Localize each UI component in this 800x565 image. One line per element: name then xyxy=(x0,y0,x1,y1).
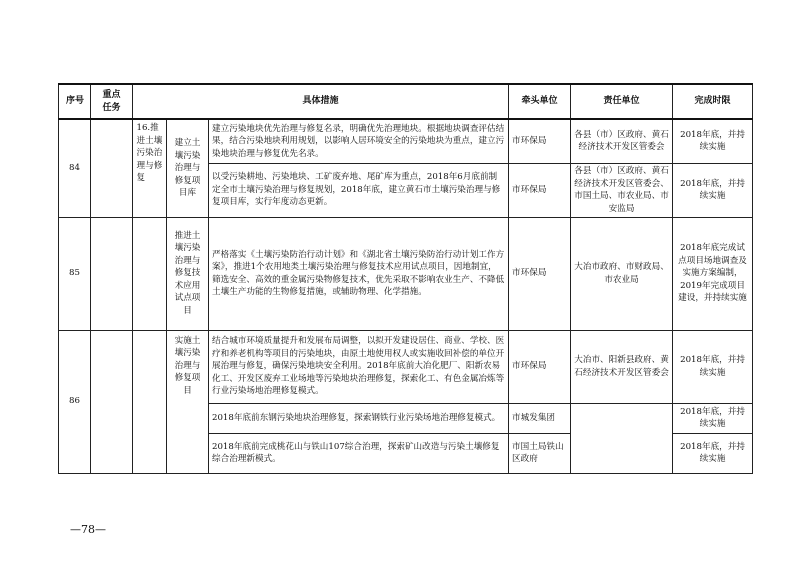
table-row xyxy=(59,119,753,163)
deadline: 2018年底，并持续实施 xyxy=(673,163,753,217)
page-number: —78— xyxy=(70,523,106,536)
row-number: 85 xyxy=(59,217,91,330)
category-cell xyxy=(133,330,167,473)
lead-unit: 市环保局 xyxy=(509,330,571,403)
lead-unit: 市国土局铁山区政府 xyxy=(509,433,571,473)
lead-unit: 市环保局 xyxy=(509,217,571,330)
lead-unit: 市城发集团 xyxy=(509,403,571,433)
category-cell xyxy=(133,217,167,330)
row-number: 84 xyxy=(59,119,91,217)
responsible-units: 各县（市）区政府、黄石经济技术开发区管委会、市国土局、市农业局、市安监局 xyxy=(571,163,673,217)
deadline: 2018年底，并持续实施 xyxy=(673,403,753,433)
responsible-units: 各县（市）区政府、黄石经济技术开发区管委会 xyxy=(571,119,673,163)
header-no: 序号 xyxy=(59,84,91,119)
subtask-cell: 实施土壤污染治理与修复项目 xyxy=(167,330,209,473)
header-task: 重点任务 xyxy=(91,84,133,119)
header-measures: 具体措施 xyxy=(133,84,509,119)
measure-text: 建立污染地块优先治理与修复名录，明确优先治理地块。根据地块调查评估结果，结合污染地块利用规划，以影响人居环境安全的污染地块为重点，建立污染地块治理与修复优先名录。 xyxy=(209,119,509,163)
deadline: 2018年底，并持续实施 xyxy=(673,119,753,163)
header-resp: 责任单位 xyxy=(571,84,673,119)
lead-unit: 市环保局 xyxy=(509,163,571,217)
measure-text: 以受污染耕地、污染地块、工矿废弃地、尾矿库为重点，2018年6月底前制定全市土壤污染治理与修复规划，2018年底，建立黄石市土壤污染治理与修复项目库，实行年度动态更新。 xyxy=(209,163,509,217)
task-cell xyxy=(91,217,133,330)
measure-text: 2018年底前完成桃花山与铁山107综合治理，探索矿山改造与污染土壤修复综合治理新模式。 xyxy=(209,433,509,473)
measure-text: 结合城市环境质量提升和发展布局调整，以拟开发建设居住、商业、学校、医疗和养老机构等项目的污染地块，由原土地使用权人或实施收回补偿的单位开展治理与修复，确保污染地块安全利用。2018年底前大冶化肥厂、阳新农易化工、开发区废弃工业场地等污染地块治理修复，探索化工、有色金属冶炼等行业污染场地治理修复模式。 xyxy=(209,330,509,403)
category-cell: 16.推进土壤污染治理与修复 xyxy=(133,119,167,217)
subtask-cell: 建立土壤污染治理与修复项目库 xyxy=(167,119,209,217)
measures-table xyxy=(58,83,753,474)
task-cell xyxy=(91,119,133,217)
table-row xyxy=(59,217,753,330)
task-cell xyxy=(91,330,133,473)
deadline: 2018年底，并持续实施 xyxy=(673,330,753,403)
header-time: 完成时限 xyxy=(673,84,753,119)
deadline: 2018年底，并持续实施 xyxy=(673,433,753,473)
deadline: 2018年底完成试点项目场地调查及实施方案编制，2019年完成项目建设，并持续实施 xyxy=(673,217,753,330)
subtask-cell: 推进土壤污染治理与修复技术应用试点项目 xyxy=(167,217,209,330)
responsible-units: 大冶市政府、市财政局、市农业局 xyxy=(571,217,673,330)
row-number: 86 xyxy=(59,330,91,473)
responsible-units xyxy=(571,403,673,473)
table-header-row xyxy=(59,84,753,119)
table-row xyxy=(59,330,753,403)
header-lead: 牵头单位 xyxy=(509,84,571,119)
lead-unit: 市环保局 xyxy=(509,119,571,163)
measure-text: 2018年底前东钢污染地块治理修复，探索钢铁行业污染场地治理修复模式。 xyxy=(209,403,509,433)
responsible-units: 大冶市、阳新县政府、黄石经济技术开发区管委会 xyxy=(571,330,673,403)
measure-text: 严格落实《土壤污染防治行动计划》和《湖北省土壤污染防治行动计划工作方案》，推进1个农用地类土壤污染治理与修复技术应用试点项目，因地制宜，筛选安全、高效的重金属污染物修复技术，优先采取不影响农业生产、不降低土壤生产功能的生物修复措施，或辅助物理、化学措施。 xyxy=(209,217,509,330)
